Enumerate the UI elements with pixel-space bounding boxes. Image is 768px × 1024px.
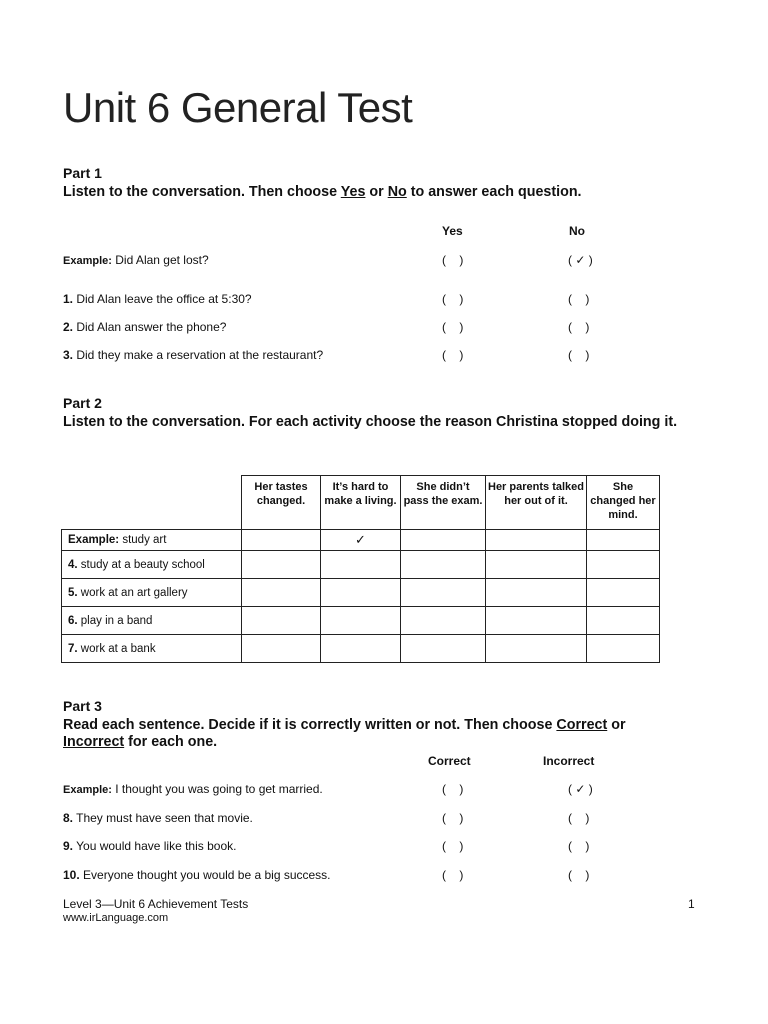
part3-instruction: Read each sentence. Decide if it is correctly written or not. Then choose Correct or Incorrect for each one. [63, 717, 626, 750]
answer-cell[interactable] [242, 579, 321, 607]
part3-example-incorrect-choice[interactable]: ( ✓ ) [568, 782, 593, 796]
part1-yes-header: Yes [442, 224, 463, 238]
answer-cell[interactable] [321, 635, 401, 663]
question-2-no-choice[interactable]: ( ) [568, 320, 590, 334]
table-row [62, 579, 660, 607]
question-8: 8. They must have seen that movie. [63, 811, 253, 825]
question-3-no-choice[interactable]: ( ) [568, 348, 590, 362]
column-header: It’s hard to make a living. [321, 476, 401, 530]
answer-cell[interactable] [321, 579, 401, 607]
page-number: 1 [688, 897, 695, 911]
answer-cell[interactable] [242, 607, 321, 635]
part1-instruction: Listen to the conversation. Then choose Yes or No to answer each question. [63, 184, 582, 200]
part3-correct-header: Correct [428, 754, 471, 768]
answer-cell[interactable] [242, 530, 321, 551]
question-2: 2. Did Alan answer the phone? [63, 320, 227, 334]
question-9: 9. You would have like this book. [63, 839, 237, 853]
question-1: 1. Did Alan leave the office at 5:30? [63, 292, 252, 306]
table-row [62, 635, 660, 663]
answer-cell[interactable] [321, 551, 401, 579]
table-row-example [62, 530, 660, 551]
part1-no-header: No [569, 224, 585, 238]
answer-cell[interactable] [401, 607, 486, 635]
question-9-incorrect-choice[interactable]: ( ) [568, 839, 590, 853]
answer-cell[interactable] [401, 551, 486, 579]
question-3: 3. Did they make a reservation at the restaurant? [63, 348, 324, 362]
answer-cell[interactable] [587, 579, 660, 607]
activity-label: 5. work at an art gallery [62, 579, 242, 607]
question-10: 10. Everyone thought you would be a big success. [63, 868, 331, 882]
part1-example: Example: Did Alan get lost? [63, 253, 209, 267]
table-row [62, 551, 660, 579]
table-corner [62, 476, 242, 530]
column-header: She changed her mind. [587, 476, 660, 530]
answer-cell[interactable] [486, 579, 587, 607]
answer-cell[interactable] [242, 635, 321, 663]
question-1-yes-choice[interactable]: ( ) [442, 292, 464, 306]
question-9-correct-choice[interactable]: ( ) [442, 839, 464, 853]
question-10-incorrect-choice[interactable]: ( ) [568, 868, 590, 882]
column-header: Her tastes changed. [242, 476, 321, 530]
part1-example-yes-choice[interactable]: ( ) [442, 253, 464, 267]
answer-cell[interactable] [401, 579, 486, 607]
question-8-incorrect-choice[interactable]: ( ) [568, 811, 590, 825]
answer-cell[interactable] [587, 530, 660, 551]
answer-cell[interactable] [587, 551, 660, 579]
answer-cell[interactable] [486, 551, 587, 579]
question-1-no-choice[interactable]: ( ) [568, 292, 590, 306]
part3-example: Example: I thought you was going to get married. [63, 782, 323, 796]
footer-text: Level 3—Unit 6 Achievement Tests [63, 897, 249, 911]
answer-cell[interactable] [486, 607, 587, 635]
question-2-yes-choice[interactable]: ( ) [442, 320, 464, 334]
answer-cell[interactable] [587, 635, 660, 663]
column-header: Her parents talked her out of it. [486, 476, 587, 530]
answer-cell[interactable] [401, 635, 486, 663]
part3-label: Part 3 [63, 698, 102, 714]
activity-reason-table [61, 475, 660, 663]
part3-example-correct-choice[interactable]: ( ) [442, 782, 464, 796]
column-header: She didn’t pass the exam. [401, 476, 486, 530]
answer-cell[interactable] [587, 607, 660, 635]
footer-url: www.irLanguage.com [63, 912, 169, 924]
page-title: Unit 6 General Test [63, 84, 413, 131]
answer-cell[interactable] [486, 635, 587, 663]
activity-label: 7. work at a bank [62, 635, 242, 663]
part1-label: Part 1 [63, 165, 102, 181]
part2-label: Part 2 [63, 395, 102, 411]
table-row [62, 607, 660, 635]
part2-instruction: Listen to the conversation. For each activity choose the reason Christina stopped doing it. [63, 414, 678, 430]
question-8-correct-choice[interactable]: ( ) [442, 811, 464, 825]
part1-example-no-choice[interactable]: ( ✓ ) [568, 253, 593, 267]
answer-cell-checked[interactable]: ✓ [321, 530, 401, 551]
part3-incorrect-header: Incorrect [543, 754, 595, 768]
activity-label: 4. study at a beauty school [62, 551, 242, 579]
answer-cell[interactable] [242, 551, 321, 579]
question-10-correct-choice[interactable]: ( ) [442, 868, 464, 882]
answer-cell[interactable] [401, 530, 486, 551]
answer-cell[interactable] [486, 530, 587, 551]
question-3-yes-choice[interactable]: ( ) [442, 348, 464, 362]
activity-label: Example: study art [62, 530, 242, 551]
activity-label: 6. play in a band [62, 607, 242, 635]
answer-cell[interactable] [321, 607, 401, 635]
